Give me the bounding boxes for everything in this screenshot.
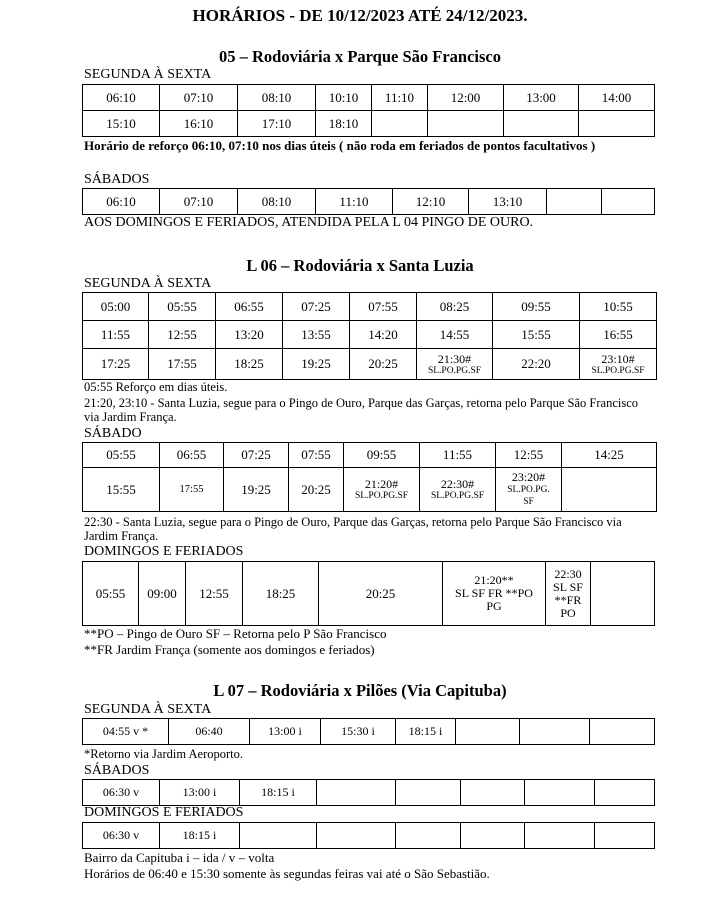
time-cell: 06:55 [216,293,283,321]
route-code: SF [523,497,534,507]
time-cell: 18:15 i [396,719,456,745]
route-code: PO [560,605,576,620]
route-code: PG [486,599,502,613]
time-cell: 08:25 [417,293,493,321]
time-cell: 14:20 [350,321,417,349]
route-06-note-1: 05:55 Reforço em dias úteis. [84,380,228,394]
time-cell: 05:55 [83,562,139,626]
route-06-saturday-label: SÁBADO [84,426,142,441]
time-cell: 13:00 i [250,719,321,745]
time-cell: 11:55 [83,321,149,349]
time-cell [420,468,496,512]
route-code: SL SF [553,579,583,594]
time-value: 23:20# [511,470,546,484]
time-cell: 09:00 [139,562,186,626]
time-cell: 11:10 [316,189,393,215]
time-cell [595,823,655,849]
route-06-legend-2: **FR Jardim França (somente aos domingos e feriados) [84,642,375,657]
time-cell: 12:55 [186,562,243,626]
route-07-note-1: Bairro da Capituba i – ida / v – volta [84,850,275,865]
time-cell [344,468,420,512]
time-cell: 07:55 [289,443,344,468]
time-cell: 12:10 [393,189,469,215]
time-cell: 17:55 [149,349,216,380]
route-code: **FR [554,592,582,607]
time-cell: 06:10 [83,85,160,111]
time-cell [461,780,525,806]
time-cell [525,780,595,806]
time-cell [602,189,655,215]
time-cell: 06:30 v [83,823,160,849]
time-cell: 12:00 [428,85,504,111]
time-cell [496,468,562,512]
page-title: HORÁRIOS - DE 10/12/2023 ATÉ 24/12/2023. [192,6,528,25]
time-cell [317,823,396,849]
time-cell [396,823,461,849]
time-cell [595,780,655,806]
time-cell: 05:55 [149,293,216,321]
time-cell [396,780,461,806]
time-cell: 10:55 [580,293,657,321]
route-code: SL.PO.PG.SF [427,365,482,376]
time-cell: 18:25 [216,349,283,380]
time-cell [428,111,504,137]
time-value: 21:30# [437,351,472,366]
route-05-weekday-label: SEGUNDA À SEXTA [84,67,212,82]
time-cell: 20:25 [350,349,417,380]
time-cell: 16:10 [160,111,238,137]
time-cell: 15:30 i [321,719,396,745]
time-cell: 13:10 [469,189,547,215]
route-07-sunday-label: DOMINGOS E FERIADOS [84,805,244,820]
time-cell [240,823,317,849]
time-cell: 16:55 [580,321,657,349]
time-cell [579,111,655,137]
time-cell [461,823,525,849]
time-cell: 05:55 [83,443,160,468]
time-cell: 11:10 [372,85,428,111]
time-cell: 20:25 [319,562,443,626]
time-cell [591,562,655,626]
time-cell: 13:00 i [160,780,240,806]
time-cell: 14:25 [562,443,657,468]
route-07-title: L 07 – Rodoviária x Pilões (Via Capituba) [213,681,507,700]
time-cell [547,189,602,215]
time-cell: 13:55 [283,321,350,349]
time-cell: 15:10 [83,111,160,137]
time-cell: 15:55 [83,468,160,512]
time-cell: 07:25 [224,443,289,468]
time-cell: 18:15 i [240,780,317,806]
time-cell: 06:40 [169,719,250,745]
time-cell: 12:55 [496,443,562,468]
time-cell [525,823,595,849]
time-value: 21:20# [364,477,399,491]
time-cell: 06:30 v [83,780,160,806]
time-cell: 10:10 [316,85,372,111]
time-value: 22:30# [440,477,475,491]
time-cell [562,468,657,512]
time-cell: 13:20 [216,321,283,349]
time-cell: 18:10 [316,111,372,137]
route-06-note-3: 22:30 - Santa Luzia, segue para o Pingo de Ouro, Parque das Garças, retorna pelo Parque São Francisco via Jardim França. [84,515,622,543]
route-07-note-2: Horários de 06:40 e 15:30 somente às segundas feiras vai até o São Sebastião. [84,866,490,881]
time-cell: 06:10 [83,189,160,215]
route-07-sunday-table [82,822,655,849]
time-cell: 18:15 i [160,823,240,849]
route-05-sunday-note: AOS DOMINGOS E FERIADOS, ATENDIDA PELA L 04 PINGO DE OURO. [84,215,534,230]
time-cell [317,780,396,806]
time-cell: 12:55 [149,321,216,349]
time-cell: 14:55 [417,321,493,349]
time-cell: 20:25 [289,468,344,512]
time-value: 23:10# [601,351,635,366]
route-05-saturday-label: SÁBADOS [84,172,150,187]
route-07-saturday-label: SÁBADOS [84,763,150,778]
time-cell [590,719,655,745]
time-cell: 19:25 [283,349,350,380]
time-cell: 06:55 [160,443,224,468]
route-code: SL.PO.PG.SF [354,491,409,501]
route-06-saturday-table [82,442,657,512]
time-cell [417,349,493,380]
route-05-title: 05 – Rodoviária x Parque São Francisco [218,47,502,66]
time-cell: 07:10 [160,85,238,111]
time-cell: 17:55 [160,468,224,512]
time-cell: 15:55 [493,321,580,349]
route-05-saturday-table [82,188,655,215]
time-cell: 18:25 [243,562,319,626]
time-cell [443,562,546,626]
time-cell [456,719,520,745]
route-06-sunday-table [82,561,655,626]
time-cell: 17:25 [83,349,149,380]
time-cell [520,719,590,745]
route-code: SL.PO.PG. [507,485,550,495]
time-cell: 14:00 [579,85,655,111]
time-cell [546,562,591,626]
route-06-weekday-table [82,292,657,380]
time-cell: 07:25 [283,293,350,321]
time-cell: 13:00 [504,85,579,111]
time-cell [580,349,657,380]
time-cell [504,111,579,137]
time-cell: 11:55 [420,443,496,468]
route-06-note-2: 21:20, 23:10 - Santa Luzia, segue para o Pingo de Ouro, Parque das Garças, retorna pelo Parque São Francisco via Jardim França. [84,396,639,424]
time-cell [372,111,428,137]
route-code: SL.PO.PG.SF [430,491,485,501]
route-code: SL.PO.PG.SF [591,365,645,376]
time-cell: 17:10 [238,111,316,137]
route-07-weekday-table [82,718,655,745]
time-cell: 04:55 v * [83,719,169,745]
time-cell: 07:10 [160,189,238,215]
route-06-sunday-label: DOMINGOS E FERIADOS [84,544,244,559]
time-cell: 19:25 [224,468,289,512]
time-cell: 22:20 [493,349,580,380]
route-06-title: L 06 – Rodoviária x Santa Luzia [246,256,474,275]
route-05-reinforcement-note: Horário de reforço 06:10, 07:10 nos dias úteis ( não roda em feriados de pontos facultativos ) [84,138,596,153]
route-code: SL SF FR **PO [455,586,533,600]
route-06-weekday-label: SEGUNDA À SEXTA [84,276,212,291]
time-cell: 08:10 [238,189,316,215]
time-cell: 05:00 [83,293,149,321]
time-cell: 08:10 [238,85,316,111]
time-cell: 09:55 [493,293,580,321]
route-07-saturday-table [82,779,655,806]
time-cell: 07:55 [350,293,417,321]
route-07-weekday-label: SEGUNDA À SEXTA [84,702,212,717]
time-value: 21:20** [474,573,514,587]
time-value: 22:30 [554,566,582,581]
route-07-weekday-note: *Retorno via Jardim Aeroporto. [84,747,243,761]
route-05-weekday-table [82,84,655,137]
route-06-legend-1: **PO – Pingo de Ouro SF – Retorna pelo P São Francisco [84,626,387,641]
time-cell: 09:55 [344,443,420,468]
